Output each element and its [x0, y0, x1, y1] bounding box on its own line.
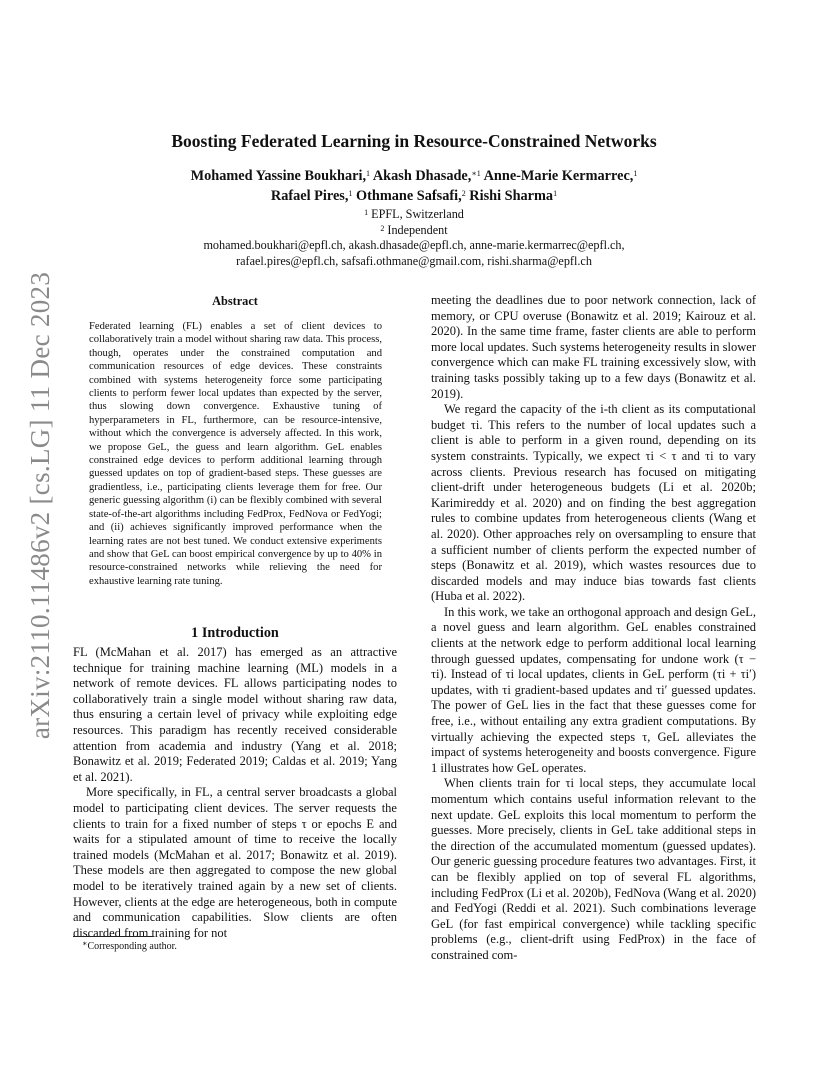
affiliation-2: $^2$ Independent	[380, 222, 448, 237]
author-line-2: Rafael Pires,$^1$ Othmane Safsafi,$^2$ Rishi Sharma$^1$	[270, 188, 558, 204]
paragraph: In this work, we take an orthogonal approach and design GeL, a novel guess and learn algorithm. GeL enables constrained clients at the network edge to perform additional local learning through guessed updates, compensating for undone work (τ − τi). Instead of τi local updates, clients in GeL perform (τi + τi′) updates, with τi gradient-based updates and τi′ guessed updates. The power of GeL lies in the fact that these guesses come for free, i.e., without entailing any extra gradient computations. By virtually achieving the expected steps τ, GeL alleviates the impact of systems heterogeneity and boosts convergence. Figure 1 illustrates how GeL operates.	[431, 604, 756, 775]
author-name: Othmane Safsafi,	[356, 188, 462, 204]
paragraph: When clients train for τi local steps, they accumulate local momentum which contains useful information relevant to the next update. GeL exploits this local momentum to perform the guesses. More precisely, clients in GeL take additional steps in the direction of the accumulated momentum (guessed updates). Our generic guessing procedure features two advantages. First, it can be flexibly applied on top of several FL algorithms, including FedProx (Li et al. 2020b), FedNova (Wang et al. 2020) and FedYogi (Reddi et al. 2021). Such combinations leverage GeL (for fast empirical convergence) while tackling specific problems (e.g., client-drift using FedProx) in the face of constrained com-	[431, 776, 756, 962]
abstract-heading: Abstract	[212, 294, 258, 308]
paragraph: meeting the deadlines due to poor network connection, lack of memory, or CPU overuse (Bonawitz et al. 2019; Kairouz et al. 2020). In the same time frame, faster clients are able to perform more local updates. Such systems heterogeneity results in slower convergence which can make FL training excessively slow, with training tasks possibly taking up to a few days (Bonawitz et al. 2019).	[431, 293, 756, 401]
emails-line-1: mohamed.boukhari@epfl.ch, akash.dhasade@epfl.ch, anne-marie.kermarrec@epfl.ch,	[203, 238, 625, 252]
footnote: ∗Corresponding author.	[82, 939, 177, 952]
paragraph: We regard the capacity of the i-th client as its computational budget τi. This refers to the number of local updates such a client is able to perform in a given round, depending on its system constraints. Typically, we expect τi < τ and τi to vary across clients. Previous research has focused on mitigating client-drift under heterogeneous budgets (Li et al. 2020b; Karimireddy et al. 2020) and on finding the best aggregation rules to combine updates from heterogeneous clients (Wang et al. 2020). Other approaches rely on oversampling to ensure that a sufficient number of clients perform the expected number of steps (Bonawitz et al. 2019), which wastes resources due to discarded models and may induce bias towards fast clients (Huba et al. 2022).	[431, 402, 756, 604]
author-line-1: Mohamed Yassine Boukhari,$^1$ Akash Dhasade,$^{∗1}$ Anne-Marie Kermarrec,$^1$	[190, 168, 638, 184]
author-list	[0, 166, 828, 206]
arxiv-identifier: arXiv:2110.11486v2 [cs.LG] 11 Dec 2023	[25, 271, 56, 739]
paragraph: More specifically, in FL, a central server broadcasts a global model to participating client devices. The server requests the clients to train for a fixed number of steps τ or epochs E and waits for a stipulated amount of time to receive the locally trained models (McMahan et al. 2017; Bonawitz et al. 2019). These models are then aggregated to compose the new global model to be iteratively trained again by a new set of clients. However, clients at the edge are heterogeneous, both in compute and communication capabilities. Slow clients are often discarded from training for not	[73, 785, 397, 940]
affiliation-1: $^1$ EPFL, Switzerland	[364, 207, 464, 221]
affiliations	[0, 207, 828, 269]
paper-title: Boosting Federated Learning in Resource-Constrained Networks	[171, 131, 657, 151]
section-heading-introduction: 1 Introduction	[191, 625, 279, 641]
author-name: Akash Dhasade,	[372, 168, 472, 184]
footnote-rule	[73, 936, 153, 937]
paragraph: FL (McMahan et al. 2017) has emerged as an attractive technique for training machine learning (ML) models in a network of remote devices. FL allows participating nodes to collaboratively train a single model without sharing raw data, thus ensuring a certain level of privacy while exploiting edge resources. This paradigm has recently received considerable attention from academia and industry (Yang et al. 2018; Bonawitz et al. 2019; Federated 2019; Caldas et al. 2019; Yang et al. 2021).	[73, 645, 397, 784]
abstract-text: Federated learning (FL) enables a set of client devices to collaboratively train a model without sharing raw data. This process, though, operates under the constrained computation and communication resources of edge devices. These constraints combined with systems heterogeneity force some participating clients to perform fewer local updates than expected by the server, thus slowing down convergence. Exhaustive tuning of hyperparameters in FL, furthermore, can be resource-intensive, without which the convergence is adversely affected. In this work, we propose GeL, the guess and learn algorithm. GeL enables constrained edge devices to perform additional learning through guessed updates on top of gradient-based steps. These guesses are gradientless, i.e., participating clients leverage them for free. Our generic guessing algorithm (i) can be flexibly combined with several state-of-the-art algorithms including FedProx, FedNova or FedYogi; and (ii) achieves significantly improved performance when the learning rates are not best tuned. We conduct extensive experiments and show that GeL can boost empirical convergence by up to 40% in resource-constrained networks while relieving the need for exhaustive learning rate tuning.	[89, 321, 382, 587]
right-column-body	[431, 293, 756, 964]
author-name: Rafael Pires,	[270, 188, 349, 204]
left-column-body	[73, 645, 397, 941]
author-name: Rishi Sharma	[469, 188, 554, 204]
author-name: Mohamed Yassine Boukhari,	[190, 168, 367, 184]
emails-line-2: rafael.pires@epfl.ch, safsafi.othmane@gmail.com, rishi.sharma@epfl.ch	[236, 253, 592, 268]
author-name: Anne-Marie Kermarrec,	[483, 168, 634, 184]
